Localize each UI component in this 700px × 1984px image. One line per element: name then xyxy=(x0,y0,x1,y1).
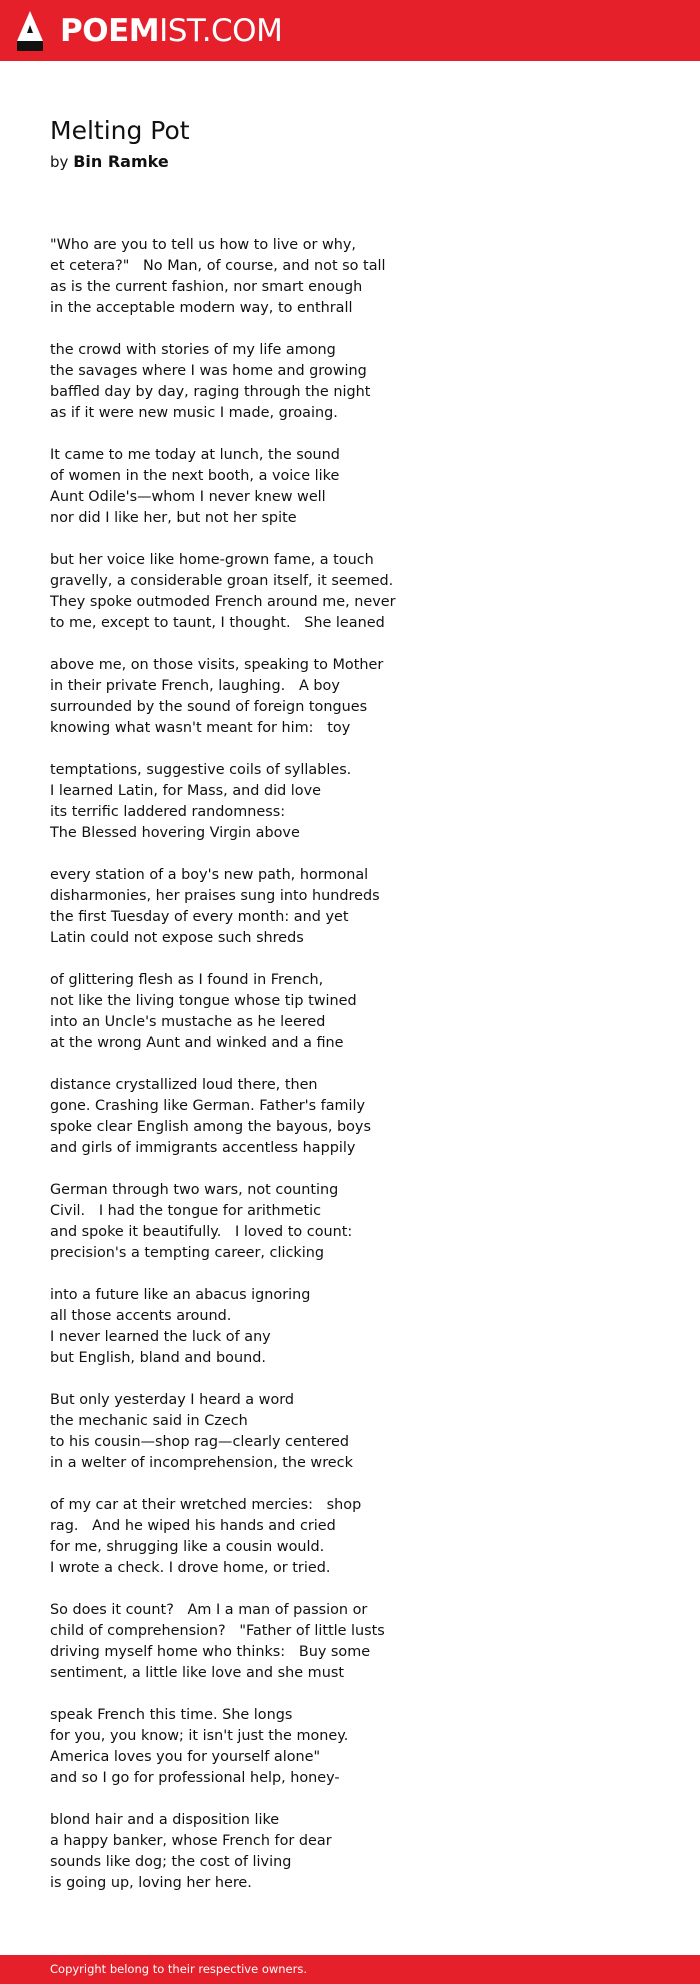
poem-line: for you, you know; it isn't just the money. xyxy=(50,1728,349,1744)
poem-line: gravelly, a considerable groan itself, it seemed. xyxy=(50,573,394,589)
poem-line: at the wrong Aunt and winked and a fine xyxy=(50,1035,344,1051)
site-header xyxy=(0,0,700,61)
poem-line: I learned Latin, for Mass, and did love xyxy=(50,783,321,799)
poem-line: et cetera?" No Man, of course, and not so tall xyxy=(50,258,386,274)
by-label: by xyxy=(50,153,69,171)
poem-line: to me, except to taunt, I thought. She leaned xyxy=(50,615,385,631)
poem-line: as is the current fashion, nor smart enough xyxy=(50,279,363,295)
stanza xyxy=(50,865,650,949)
poem-line: The Blessed hovering Virgin above xyxy=(50,825,300,841)
poem-line: German through two wars, not counting xyxy=(50,1182,339,1198)
author-name[interactable]: Bin Ramke xyxy=(73,152,169,171)
poem-line: America loves you for yourself alone" xyxy=(50,1749,321,1765)
poem-line: driving myself home who thinks: Buy some xyxy=(50,1644,371,1660)
poem-line: Aunt Odile's—whom I never knew well xyxy=(50,489,326,505)
logo-wordmark xyxy=(60,11,282,51)
poem-line: into an Uncle's mustache as he leered xyxy=(50,1014,326,1030)
stanza xyxy=(50,1390,650,1474)
poem-line: the mechanic said in Czech xyxy=(50,1413,248,1429)
poem-line: in a welter of incomprehension, the wreck xyxy=(50,1455,353,1471)
poem-line: of women in the next booth, a voice like xyxy=(50,468,340,484)
logo-wordmark-bold: POEM xyxy=(60,13,160,49)
poem-line: nor did I like her, but not her spite xyxy=(50,510,297,526)
poem-line: knowing what wasn't meant for him: toy xyxy=(50,720,351,736)
stanza xyxy=(50,1495,650,1579)
poem-line: the first Tuesday of every month: and yet xyxy=(50,909,349,925)
poem-line: as if it were new music I made, groaing. xyxy=(50,405,338,421)
poem-line: in their private French, laughing. A boy xyxy=(50,678,340,694)
poem-line: not like the living tongue whose tip twined xyxy=(50,993,357,1009)
stanza xyxy=(50,1705,650,1789)
poem-line: spoke clear English among the bayous, boys xyxy=(50,1119,371,1135)
poem-line: Civil. I had the tongue for arithmetic xyxy=(50,1203,322,1219)
copyright-text: Copyright belong to their respective owners. xyxy=(50,1962,308,1976)
poem-content xyxy=(50,112,650,1915)
poem-line: every station of a boy's new path, hormonal xyxy=(50,867,369,883)
poem-line: is going up, loving her here. xyxy=(50,1875,252,1891)
poem-title: Melting Pot xyxy=(50,116,190,145)
stanza xyxy=(50,1600,650,1684)
poem-line: speak French this time. She longs xyxy=(50,1707,293,1723)
poem-line: blond hair and a disposition like xyxy=(50,1812,280,1828)
pen-nib-icon xyxy=(17,11,43,51)
poem-line: sentiment, a little like love and she must xyxy=(50,1665,344,1681)
poem-line: rag. And he wiped his hands and cried xyxy=(50,1518,336,1534)
stanza xyxy=(50,1075,650,1159)
poem-line: gone. Crashing like German. Father's family xyxy=(50,1098,366,1114)
poem-line: of my car at their wretched mercies: shop xyxy=(50,1497,362,1513)
poem-line: I wrote a check. I drove home, or tried. xyxy=(50,1560,331,1576)
stanza xyxy=(50,655,650,739)
poem-line: to his cousin—shop rag—clearly centered xyxy=(50,1434,350,1450)
stanza xyxy=(50,445,650,529)
poem-line: its terrific laddered randomness: xyxy=(50,804,286,820)
poem-line: distance crystallized loud there, then xyxy=(50,1077,318,1093)
poem-line: above me, on those visits, speaking to Mother xyxy=(50,657,384,673)
poem-line: the crowd with stories of my life among xyxy=(50,342,336,358)
poem-line: surrounded by the sound of foreign tongues xyxy=(50,699,368,715)
poem-line: temptations, suggestive coils of syllables. xyxy=(50,762,352,778)
poem-line: but English, bland and bound. xyxy=(50,1350,266,1366)
stanza xyxy=(50,550,650,634)
poem-line: a happy banker, whose French for dear xyxy=(50,1833,332,1849)
stanza xyxy=(50,340,650,424)
logo-wordmark-light: IST.COM xyxy=(159,13,283,49)
poem-line: into a future like an abacus ignoring xyxy=(50,1287,311,1303)
poem-line: So does it count? Am I a man of passion or xyxy=(50,1602,368,1618)
stanza xyxy=(50,1180,650,1264)
poem-line: the savages where I was home and growing xyxy=(50,363,367,379)
poem-line: in the acceptable modern way, to enthrall xyxy=(50,300,353,316)
site-logo[interactable] xyxy=(17,11,282,51)
poem-line: They spoke outmoded French around me, never xyxy=(50,594,396,610)
stanza xyxy=(50,760,650,844)
poem-line: for me, shrugging like a cousin would. xyxy=(50,1539,325,1555)
stanza xyxy=(50,235,650,319)
poem-line: It came to me today at lunch, the sound xyxy=(50,447,340,463)
poem-line: of glittering flesh as I found in French, xyxy=(50,972,324,988)
poem-body xyxy=(50,235,650,1894)
stanza xyxy=(50,1285,650,1369)
byline xyxy=(50,150,650,174)
poem-line: "Who are you to tell us how to live or why, xyxy=(50,237,356,253)
stanza xyxy=(50,970,650,1054)
poem-line: sounds like dog; the cost of living xyxy=(50,1854,292,1870)
poem-line: all those accents around. xyxy=(50,1308,232,1324)
site-footer xyxy=(0,1955,700,1984)
poem-line: Latin could not expose such shreds xyxy=(50,930,304,946)
stanza xyxy=(50,1810,650,1894)
poem-line: child of comprehension? "Father of little lusts xyxy=(50,1623,385,1639)
poem-line: disharmonies, her praises sung into hundreds xyxy=(50,888,380,904)
poem-line: and girls of immigrants accentless happily xyxy=(50,1140,356,1156)
poem-line: I never learned the luck of any xyxy=(50,1329,271,1345)
poem-line: and so I go for professional help, honey- xyxy=(50,1770,340,1786)
poem-line: But only yesterday I heard a word xyxy=(50,1392,295,1408)
poem-line: and spoke it beautifully. I loved to count: xyxy=(50,1224,353,1240)
poem-line: baffled day by day, raging through the night xyxy=(50,384,371,400)
poem-line: precision's a tempting career, clicking xyxy=(50,1245,324,1261)
poem-line: but her voice like home-grown fame, a touch xyxy=(50,552,374,568)
